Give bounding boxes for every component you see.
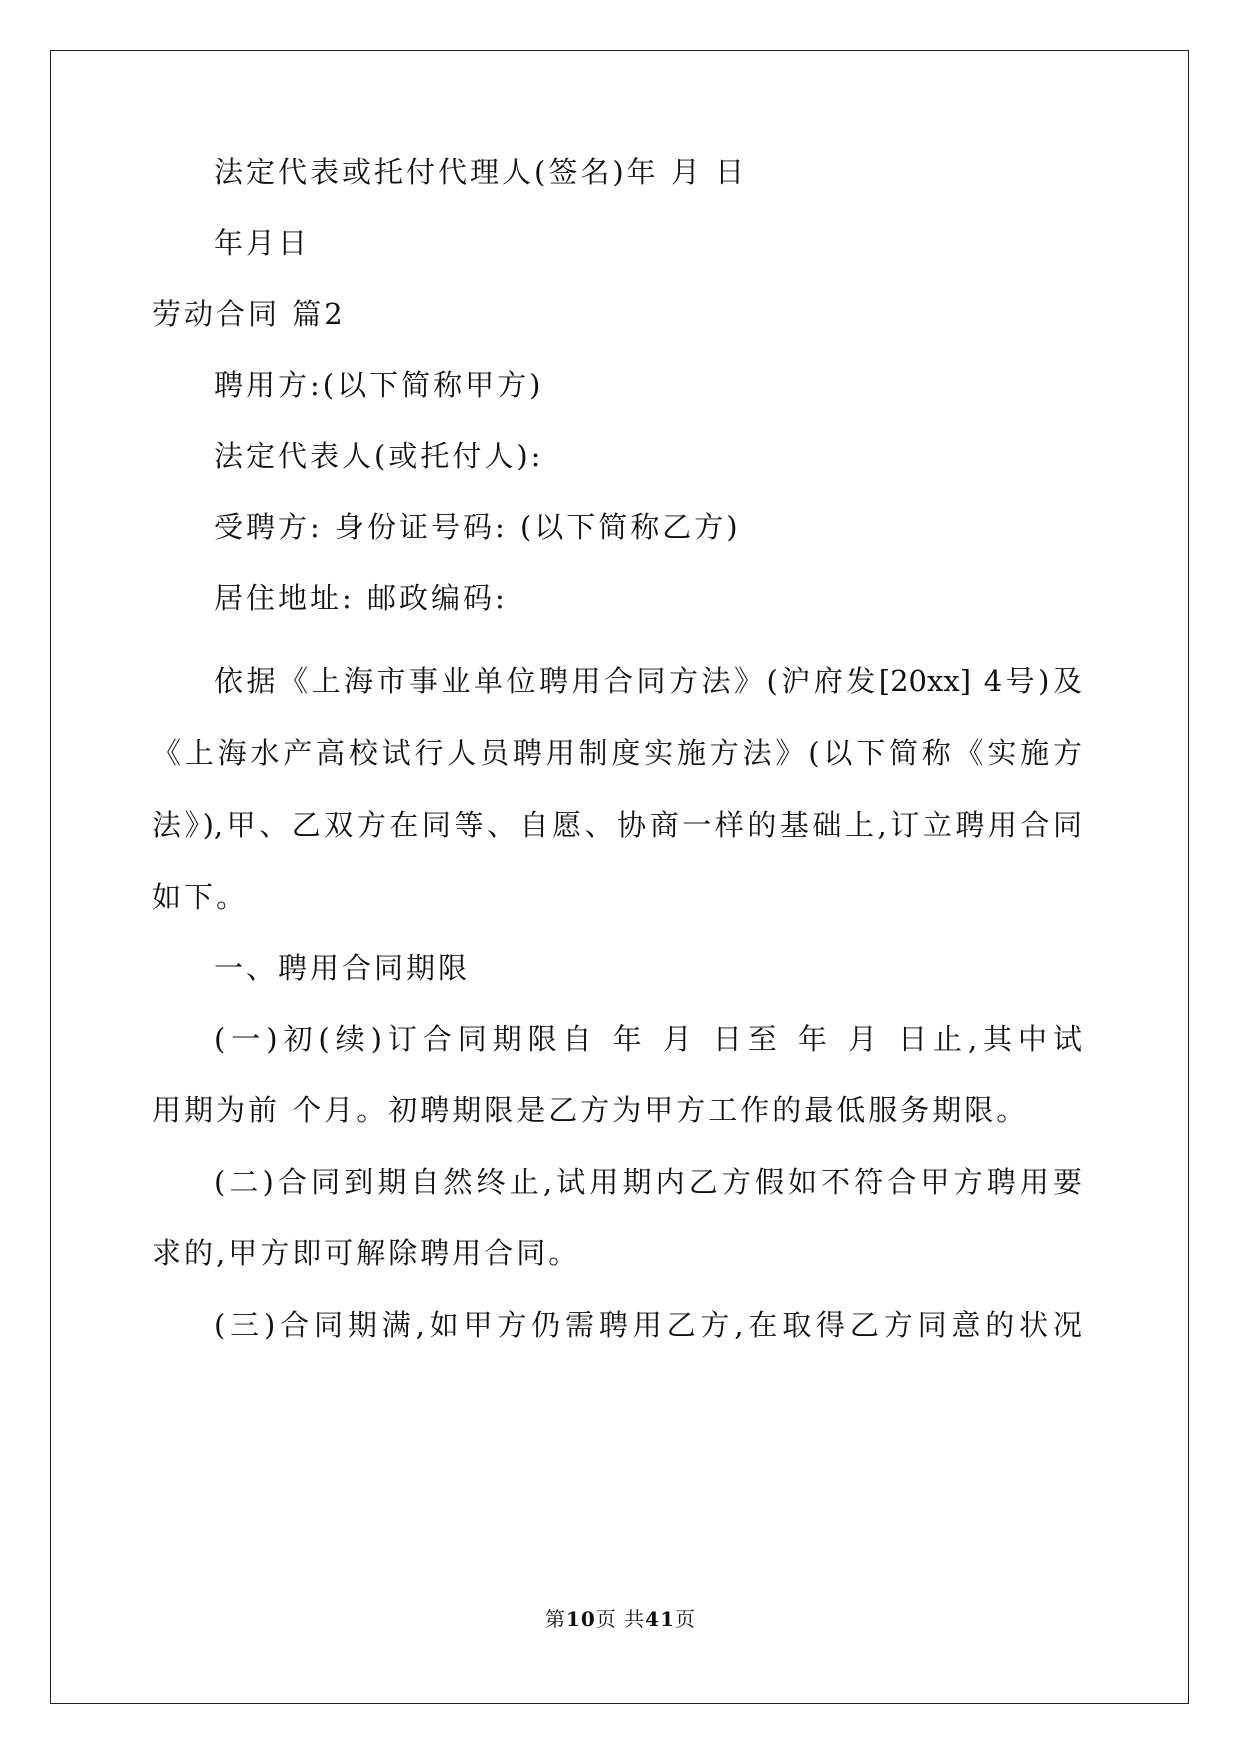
section-heading: 劳动合同 篇2 — [152, 297, 346, 331]
page-footer — [0, 1606, 1241, 1632]
footer-middle: 页 共 — [595, 1607, 646, 1631]
total-pages-number: 41 — [645, 1607, 676, 1631]
text-line: 如下。 — [152, 880, 249, 914]
text-line: (一)初(续)订合同期限自 年 月 日至 年 月 日止,其中试 — [214, 1022, 1082, 1056]
text-line: 法》),甲、乙双方在同等、自愿、协商一样的基础上,订立聘用合同 — [152, 808, 1082, 842]
text-line: (三)合同期满,如甲方仍需聘用乙方,在取得乙方同意的状况 — [214, 1308, 1082, 1342]
text-line: 法定代表人(或托付人): — [214, 439, 544, 473]
text-line: 一、聘用合同期限 — [214, 951, 471, 985]
text-line: 求的,甲方即可解除聘用合同。 — [152, 1236, 581, 1270]
text-line: 受聘方: 身份证号码: (以下简称乙方) — [214, 510, 741, 544]
text-line: 居住地址: 邮政编码: — [214, 581, 508, 615]
text-line: 用期为前 个月。初聘期限是乙方为甲方工作的最低服务期限。 — [152, 1093, 1029, 1127]
footer-prefix: 第 — [544, 1607, 566, 1631]
text-line: (二)合同到期自然终止,试用期内乙方假如不符合甲方聘用要 — [214, 1165, 1082, 1199]
text-line: 依据《上海市事业单位聘用合同方法》(沪府发[20xx] 4号)及 — [214, 664, 1082, 698]
text-line: 年月日 — [214, 226, 311, 260]
text-line: 聘用方:(以下简称甲方) — [214, 368, 544, 402]
footer-suffix: 页 — [675, 1607, 697, 1631]
text-line: 法定代表或托付代理人(签名)年 月 日 — [214, 155, 748, 189]
text-line: 《上海水产高校试行人员聘用制度实施方法》(以下简称《实施方 — [152, 736, 1082, 770]
current-page-number: 10 — [565, 1607, 596, 1631]
